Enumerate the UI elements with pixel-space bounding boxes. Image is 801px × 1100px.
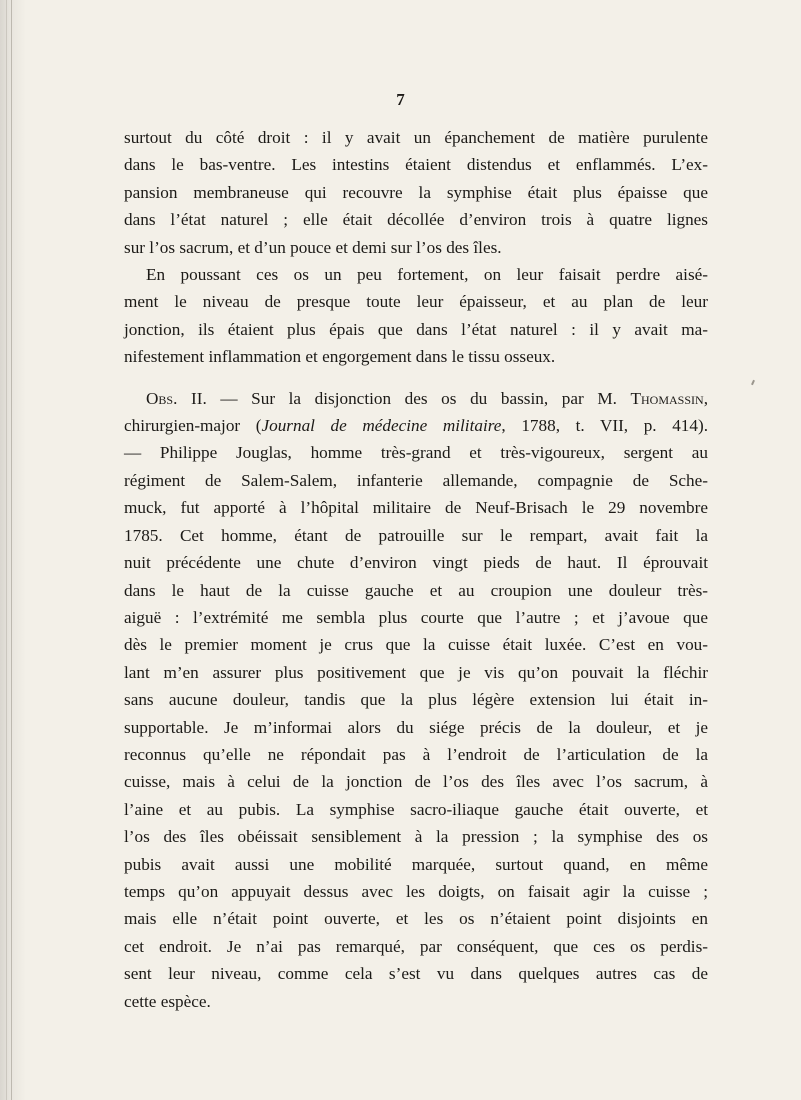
journal-title: Journal de médecine militaire [261, 416, 502, 436]
text-line: dans le haut de la cuisse gauche et au croupion une douleur très- [124, 580, 708, 600]
text-line: supportable. Je m’informai alors du siége précis de la douleur, et je [124, 717, 708, 737]
section-gap [124, 371, 708, 385]
punctuation: , [703, 388, 708, 408]
text-line: sur l’os sacrum, et d’un pouce et demi sur l’os des îles. [124, 237, 502, 257]
text-line: reconnus qu’elle ne répondait pas à l’endroit de l’articulation de la [124, 744, 708, 764]
text-line: En poussant ces os un peu fortement, on leur faisait perdre aisé- [146, 265, 708, 285]
text-line: l’os des îles obéissait sensiblement à la pression ; la symphise des os [124, 827, 708, 847]
page-number: 7 [396, 90, 405, 109]
observation-title: — Sur la disjonction des os du bassin, par M. [206, 388, 631, 408]
citation-line [124, 412, 708, 439]
text-line: surtout du côté droit : il y avait un épanchement de matière purulente [124, 128, 708, 147]
text-line: dans l’état naturel ; elle était décollée d’environ trois à quatre lignes [124, 210, 708, 230]
text-line: cet endroit. Je n’ai pas remarqué, par conséquent, que ces os perdis- [124, 936, 708, 956]
text-line: sans aucune douleur, tandis que la plus légère extension lui était in- [124, 690, 708, 710]
text-line: aiguë : l’extrémité me sembla plus courte que l’autre ; et j’avoue que [124, 607, 708, 627]
text-line: cette espèce. [124, 991, 211, 1011]
text-line: régiment de Salem-Salem, infanterie allemande, compagnie de Sche- [124, 470, 708, 490]
observation-label: Obs. II. [146, 388, 207, 408]
paragraph-2 [124, 261, 708, 371]
observation-2 [124, 385, 708, 1015]
citation-details: , 1788, t. VII, p. 414). [501, 416, 708, 436]
text-line: muck, fut apporté à l’hôpital militaire de Neuf-Brisach le 29 novembre [124, 498, 708, 518]
text-line: ment le niveau de presque toute leur épaisseur, et au plan de leur [124, 292, 708, 312]
text-line: jonction, ils étaient plus épais que dans l’état naturel : il y avait ma- [124, 319, 708, 339]
text-line: sent leur niveau, comme cela s’est vu dans quelques autres cas de [124, 964, 708, 984]
text-line: — Philippe Jouglas, homme très-grand et très-vigoureux, sergent au [124, 443, 708, 463]
text-line: lant m’en assurer plus positivement que je vis qu’on pouvait la fléchir [124, 662, 708, 682]
text-line: cuisse, mais à celui de la jonction de l’os des îles avec l’os sacrum, à [124, 772, 708, 792]
text-line: l’aine et au pubis. La symphise sacro-iliaque gauche était ouverte, et [124, 799, 708, 819]
text-line: dans le bas-ventre. Les intestins étaient distendus et enflammés. L’ex- [124, 155, 708, 175]
page-body [124, 124, 708, 1015]
text-line: dès le premier moment je crus que la cuisse était luxée. C’est en vou- [124, 635, 708, 655]
text-line: mais elle n’était point ouverte, et les os n’étaient point disjoints en [124, 909, 708, 929]
text-line: pansion membraneuse qui recouvre la symphise était plus épaisse que [124, 182, 708, 202]
citation-prefix: chirurgien-major ( [124, 416, 262, 436]
gutter-edge-line [6, 0, 7, 1100]
text-line: 1785. Cet homme, étant de patrouille sur le rempart, avait fait la [124, 525, 708, 545]
binding-gutter [0, 0, 26, 1100]
observation-heading [124, 385, 708, 412]
paragraph-1 [124, 124, 708, 261]
text-line: nuit précédente une chute d’environ vingt pieds de haut. Il éprouvait [124, 553, 708, 573]
gutter-fold-line [11, 0, 12, 1100]
paper-speck [751, 380, 755, 385]
author-name: Thomassin [630, 388, 704, 408]
text-line: nifestement inflammation et engorgement dans le tissu osseux. [124, 347, 556, 367]
text-line: pubis avait aussi une mobilité marquée, surtout quand, en même [124, 854, 708, 874]
text-line: temps qu’on appuyait dessus avec les doigts, on faisait agir la cuisse ; [124, 881, 708, 901]
